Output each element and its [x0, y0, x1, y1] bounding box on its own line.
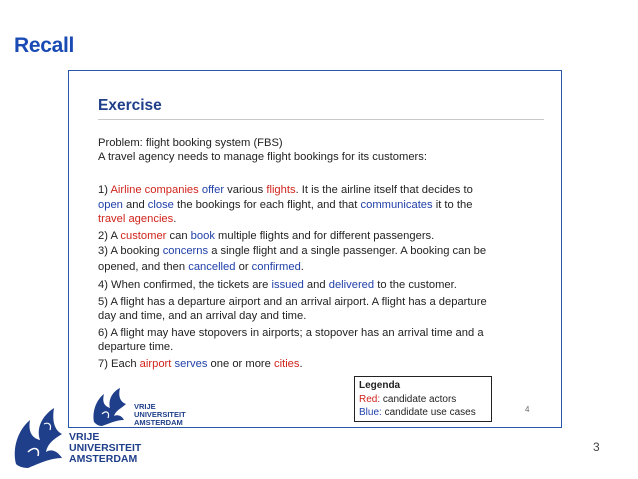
legend-red-text: candidate actors — [380, 393, 457, 405]
logo-line-1: VRIJE — [69, 431, 100, 443]
exercise-heading: Exercise — [98, 97, 162, 114]
exercise-segment: . — [299, 358, 303, 370]
exercise-segment: or — [235, 261, 252, 273]
exercise-segment: departure time. — [98, 341, 174, 353]
exercise-segment: multiple flights and for different passengers. — [214, 230, 435, 242]
heading-divider — [98, 119, 544, 120]
exercise-segment: 3) A booking — [98, 245, 163, 257]
logo-line-2: UNIVERSITEIT — [134, 409, 186, 419]
exercise-line — [98, 357, 303, 371]
griffin-icon — [10, 404, 66, 470]
exercise-segment: and — [303, 279, 329, 291]
exercise-segment: customer — [120, 230, 167, 242]
exercise-segment: close — [147, 199, 174, 211]
exercise-segment: 1) — [98, 184, 111, 196]
exercise-segment: cities — [274, 358, 300, 370]
exercise-segment: travel agencies — [98, 213, 174, 225]
exercise-segment: day and time, and an arrival day and time. — [98, 310, 307, 322]
exercise-segment: cancelled — [188, 261, 236, 273]
legend-blue-text: candidate use cases — [381, 407, 476, 418]
exercise-segment: open — [98, 199, 123, 211]
legend-blue-key: Blue: — [359, 407, 382, 418]
exercise-line — [98, 340, 173, 354]
exercise-segment: flights — [266, 184, 296, 196]
exercise-segment: . — [300, 261, 304, 273]
exercise-line — [98, 295, 487, 309]
exercise-segment: it to the — [432, 199, 473, 211]
exercise-segment: issued — [271, 279, 304, 291]
exercise-segment: 6) A flight may have stopovers in airports; a stopover has an arrival time and a — [98, 327, 484, 339]
exercise-segment: delivered — [328, 279, 375, 291]
logo-line-3: AMSTERDAM — [69, 453, 138, 466]
exercise-segment: Airline companies — [110, 184, 199, 196]
exercise-segment: 7) Each — [98, 358, 140, 370]
exercise-segment: one or more — [207, 358, 274, 370]
exercise-line — [98, 260, 304, 274]
exercise-segment: book — [190, 230, 215, 242]
exercise-line — [98, 136, 283, 150]
exercise-segment: 5) A flight has a departure airport and an arrival airport. A flight has a departure — [98, 296, 487, 308]
legend-title: Legenda — [359, 380, 401, 391]
exercise-segment: . It is the airline itself that decides to — [295, 184, 473, 196]
exercise-segment: communicates — [360, 199, 433, 211]
exercise-segment: serves — [174, 358, 208, 370]
griffin-icon — [88, 384, 132, 428]
exercise-line — [98, 183, 473, 197]
exercise-segment: airport — [139, 358, 172, 370]
exercise-segment: and — [122, 199, 148, 211]
exercise-segment: . — [173, 213, 177, 225]
exercise-line — [98, 198, 472, 212]
exercise-segment: 4) When confirmed, the tickets are — [98, 279, 272, 291]
page-number: 3 — [593, 440, 600, 454]
slide-title: Recall — [14, 34, 75, 57]
exercise-segment: concerns — [162, 245, 209, 257]
exercise-segment: offer — [201, 184, 225, 196]
exercise-line — [98, 244, 486, 258]
exercise-line — [98, 309, 306, 323]
exercise-segment: confirmed — [251, 261, 301, 273]
exercise-segment: the bookings for each flight, and that — [173, 199, 361, 211]
exercise-segment: A travel agency needs to manage flight bookings for its customers: — [98, 151, 427, 163]
exercise-segment: Problem: flight booking system (FBS) — [98, 137, 283, 149]
legend-box — [354, 376, 492, 422]
logo-line-1: VRIJE — [134, 402, 156, 411]
logo-line-2: UNIVERSITEIT — [69, 442, 142, 455]
exercise-segment: a single flight and a single passenger. A booking can be — [208, 245, 487, 257]
inner-page-number: 4 — [525, 405, 530, 414]
exercise-line — [98, 229, 434, 243]
legend-red-key: Red: — [359, 393, 381, 405]
exercise-segment: 2) A — [98, 230, 121, 242]
exercise-line — [98, 212, 176, 226]
exercise-line — [98, 326, 484, 340]
exercise-segment: to the customer. — [374, 279, 457, 291]
logo-line-3: AMSTERDAM — [134, 417, 183, 427]
exercise-line — [98, 278, 457, 292]
exercise-segment: various — [224, 184, 267, 196]
exercise-segment: can — [166, 230, 191, 242]
exercise-line — [98, 150, 427, 164]
exercise-segment: opened, and then — [98, 261, 189, 273]
